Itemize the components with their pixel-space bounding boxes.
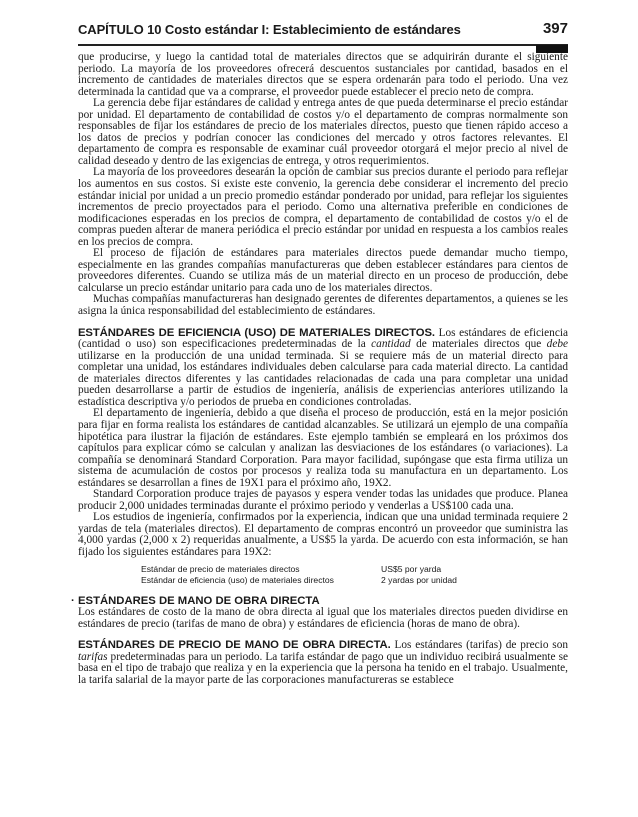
table-cell-label: Estándar de eficiencia (uso) de materiales directos xyxy=(141,574,334,585)
emphasis: cantidad xyxy=(371,338,411,351)
section-text: utilizarse en la producción de una unidad terminada. Si se requiere más de un material directo para completar una unidad, los estándares individuales deben calcularse para cada material directo. La cantidad de materiales directos diferentes y las cantidades relacionadas de cada una para completar una unidad pueden desarrollarse a partir de estudios de ingeniería, análisis de experiencias anteriores utilizando la estadística descriptiva y/o periodos de prueba en condiciones controladas. xyxy=(78,349,568,408)
page-header xyxy=(78,20,568,42)
paragraph: La mayoría de los proveedores desearán la opción de cambiar sus precios durante el periodo para reflejar los aumentos en sus costos. Si existe este convenio, la gerencia debe considerar el incremento del precio estándar inicial por unidad a un precio promedio estándar ponderado por unidad, para reflejar los siguientes incrementos de precio proyectados para el periodo. Como una alternativa preferible en condiciones de modificaciones esperadas en los precios de compra, el departamento de contabilidad de costos y/o el de compras pueden alterar de manera periódica el precio estándar por unidad en respuesta a los cambios reales en los precios de compra. xyxy=(78,166,568,248)
standards-table xyxy=(141,564,457,586)
chapter-title: CAPÍTULO 10 Costo estándar I: Establecimiento de estándares xyxy=(78,22,461,37)
emphasis: tarifas xyxy=(78,650,108,663)
section-text: Los estándares de eficiencia (cantidad o uso) son especificaciones predeterminadas de la xyxy=(78,326,568,351)
page-number: 397 xyxy=(542,20,568,37)
paragraph: Los estudios de ingeniería, confirmados por la experiencia, indican que una unidad terminada requiere 2 yardas de tela (materiales directos). El departamento de compras encontró un proveedor que suministra las 4,000 yardas (2,000 x 2) requeridas anualmente, a US$5 la yarda. De acuerdo con esta información, se han fijado los siguientes estándares para 19X2: xyxy=(78,511,568,558)
paragraph: El departamento de ingeniería, debido a que diseña el proceso de producción, está en la mejor posición para fijar en forma realista los estándares de cantidad alcanzables. Se utilizará un ejemplo de una compañía hipotética para ilustrar la fijación de estándares. Este ejemplo también se empleará en los próximos dos capítulos para explicar cómo se calculan y analizan las desviaciones de los estándares (o variaciones). La compañía se denominará Standard Corporation. Para mayor facilidad, supóngase que esta firma utiliza un sistema de acumulación de costos por procesos y realiza toda su manufactura en un departamento. Los estándares se desarrollan a fines de 19X1 para el próximo año, 19X2. xyxy=(78,407,568,489)
section-text: Los estándares (tarifas) de precio son xyxy=(390,639,568,652)
section-heading: ESTÁNDARES DE EFICIENCIA (USO) DE MATERIALES DIRECTOS. xyxy=(78,326,435,339)
paragraph: que producirse, y luego la cantidad total de materiales directos que se adquirirán durante el siguiente periodo. La mayoría de los proveedores ofrecerá descuentos sustanciales por cantidad, basados en el incremento de cantidades de materiales directos que se espera ordenarán para todo el periodo. Una vez determinada la cantidad que va a comprarse, el proveedor puede establecer el precio neto de compra. xyxy=(78,51,568,98)
section-text: predeterminadas para un periodo. La tarifa estándar de pago que un individuo recibirá usualmente se basa en el tipo de trabajo que realiza y en la experiencia que la persona ha tenido en el trabajo. Usualmente, la tarifa salarial de la mayor parte de las corporaciones manufactureras se establece xyxy=(78,650,568,686)
margin-mark: · xyxy=(71,594,75,607)
section-heading: ESTÁNDARES DE MANO DE OBRA DIRECTA xyxy=(78,594,320,607)
table-row xyxy=(141,564,457,575)
paragraph: Muchas compañías manufactureras han designado gerentes de diferentes departamentos, a quienes se les asigna la única responsabilidad del establecimiento de estándares. xyxy=(78,293,568,318)
page-body xyxy=(71,51,568,686)
section-labor-heading xyxy=(71,594,568,608)
table-cell-value: 2 yardas por unidad xyxy=(381,574,457,585)
paragraph: Los estándares de costo de la mano de obra directa al igual que los materiales directos pueden dividirse en estándares de precio (tarifas de mano de obra) y estándares de eficiencia (horas de mano de obra). xyxy=(78,606,568,630)
table-cell-value: US$5 por yarda xyxy=(381,563,442,574)
emphasis: debe xyxy=(546,338,568,351)
section-labor-price xyxy=(78,640,568,686)
section-heading: ESTÁNDARES DE PRECIO DE MANO DE OBRA DIRECTA. xyxy=(78,639,391,652)
section-materials-efficiency xyxy=(78,328,568,409)
table-row xyxy=(141,575,457,586)
paragraph: Standard Corporation produce trajes de payasos y espera vender todas las unidades que produce. Planea producir 2,000 unidades terminadas durante el próximo periodo y venderlas a US$100 cada una. xyxy=(78,488,568,512)
paragraph: La gerencia debe fijar estándares de calidad y entrega antes de que pueda determinarse el precio estándar por unidad. El departamento de contabilidad de costos y/o el departamento de compras normalmente son responsables de fijar los estándares de precio de los materiales directos, puesto que tienen rápido acceso a los datos de precios y podrían conocer las condiciones del mercado y otros factores relevantes. El departamento de compra es responsable de examinar cuál proveedor otorgará el mejor precio al nivel de calidad deseado y dentro de las exigencias de entrega, y otros requerimientos. xyxy=(78,97,568,167)
table-cell-label: Estándar de precio de materiales directos xyxy=(141,563,300,574)
paragraph: El proceso de fijación de estándares para materiales directos puede demandar mucho tiempo, especialmente en las grandes compañías manufactureras que deben establecer estándares para cientos de proveedores diferentes. Cuando se utiliza más de un material directo en un proceso de producción, debe calcularse un precio estándar unitario para cada uno de los materiales directos. xyxy=(78,247,568,294)
section-text: de materiales directos que xyxy=(410,338,547,351)
header-rule xyxy=(78,44,568,46)
